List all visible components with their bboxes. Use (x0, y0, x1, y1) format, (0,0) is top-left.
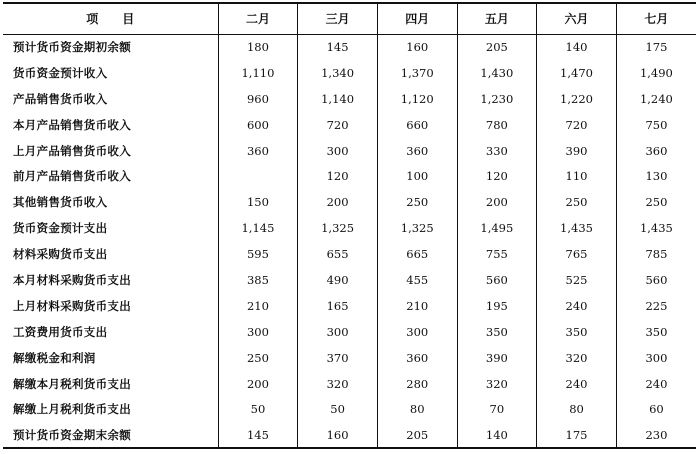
table-cell: 300 (377, 319, 457, 345)
table-cell: 385 (218, 267, 298, 293)
table-cell: 160 (298, 422, 378, 448)
table-cell: 120 (298, 163, 378, 189)
table-cell: 200 (457, 189, 537, 215)
table-row (3, 371, 696, 397)
row-label: 解缴上月税利货币支出 (13, 402, 131, 417)
table-cell: 195 (457, 293, 537, 319)
table-cell: 250 (218, 345, 298, 371)
row-label: 解缴税金和利润 (13, 350, 96, 365)
table-cell: 300 (616, 345, 696, 371)
table-cell: 210 (218, 293, 298, 319)
row-label: 预计货币资金期末余额 (3, 422, 218, 448)
table-cell: 560 (616, 267, 696, 293)
table-cell: 240 (616, 371, 696, 397)
table-cell: 80 (377, 396, 457, 422)
table-row (3, 241, 696, 267)
table-cell: 1,470 (537, 60, 617, 86)
table-cell: 140 (457, 422, 537, 448)
table-cell: 1,145 (218, 215, 298, 241)
table-cell: 300 (298, 319, 378, 345)
table-cell: 200 (218, 371, 298, 397)
table-cell: 180 (218, 34, 298, 60)
table-cell: 1,430 (457, 60, 537, 86)
table-cell: 560 (457, 267, 537, 293)
row-label: 货币资金预计支出 (13, 221, 108, 236)
table-cell: 320 (537, 345, 617, 371)
table-cell: 240 (537, 371, 617, 397)
table-cell: 785 (616, 241, 696, 267)
table-cell: 350 (616, 319, 696, 345)
table-cell: 50 (298, 396, 378, 422)
table-row (3, 267, 696, 293)
table-cell: 360 (616, 138, 696, 164)
table-row (3, 319, 696, 345)
table-cell: 660 (377, 112, 457, 138)
table-cell: 250 (616, 189, 696, 215)
table-row (3, 215, 696, 241)
table-cell: 350 (457, 319, 537, 345)
table-row (3, 86, 696, 112)
table-cell: 330 (457, 138, 537, 164)
table-row (3, 34, 696, 60)
table-cell: 1,220 (537, 86, 617, 112)
table-cell: 655 (298, 241, 378, 267)
table-cell: 455 (377, 267, 457, 293)
table-row (3, 422, 696, 448)
cash-budget-table (3, 2, 696, 449)
table-cell: 525 (537, 267, 617, 293)
table-cell: 60 (616, 396, 696, 422)
table-cell: 210 (377, 293, 457, 319)
table-cell: 50 (218, 396, 298, 422)
table-row (3, 112, 696, 138)
table-cell: 720 (298, 112, 378, 138)
table-cell: 490 (298, 267, 378, 293)
table-cell: 1,230 (457, 86, 537, 112)
table-row (3, 60, 696, 86)
table-cell: 225 (616, 293, 696, 319)
table-cell: 1,325 (298, 215, 378, 241)
row-label: 本月产品销售货币收入 (13, 117, 131, 132)
table-cell: 1,340 (298, 60, 378, 86)
table-row (3, 138, 696, 164)
table-cell: 1,435 (537, 215, 617, 241)
header-month: 二月 (218, 3, 298, 34)
row-label: 上月材料采购货币支出 (13, 298, 131, 313)
table-cell: 1,240 (616, 86, 696, 112)
table-cell: 1,110 (218, 60, 298, 86)
table-cell: 200 (298, 189, 378, 215)
table-cell: 370 (298, 345, 378, 371)
table-cell: 230 (616, 422, 696, 448)
header-month: 七月 (616, 3, 696, 34)
table-cell: 160 (377, 34, 457, 60)
table-cell: 595 (218, 241, 298, 267)
table-row (3, 163, 696, 189)
table-cell: 110 (537, 163, 617, 189)
row-label: 上月产品销售货币收入 (13, 143, 131, 158)
table-header-row (3, 3, 696, 34)
row-label: 预计货币资金期初余额 (13, 40, 131, 55)
table-cell: 390 (537, 138, 617, 164)
table-cell: 175 (616, 34, 696, 60)
header-month: 三月 (298, 3, 378, 34)
row-label: 材料采购货币支出 (13, 247, 108, 262)
table-cell: 360 (377, 345, 457, 371)
table-cell: 80 (537, 396, 617, 422)
row-label: 产品销售货币收入 (13, 91, 108, 106)
header-month: 四月 (377, 3, 457, 34)
table-cell: 755 (457, 241, 537, 267)
table-cell: 1,325 (377, 215, 457, 241)
table-cell: 1,140 (298, 86, 378, 112)
table-cell (218, 163, 298, 189)
row-label: 前月产品销售货币收入 (13, 169, 131, 184)
table-cell: 750 (616, 112, 696, 138)
table-cell: 600 (218, 112, 298, 138)
table-cell: 780 (457, 112, 537, 138)
table-cell: 140 (537, 34, 617, 60)
table-row (3, 189, 696, 215)
row-label: 货币资金预计收入 (13, 65, 108, 80)
row-label: 本月材料采购货币支出 (13, 272, 131, 287)
table-cell: 130 (616, 163, 696, 189)
table-cell: 240 (537, 293, 617, 319)
table-cell: 205 (457, 34, 537, 60)
table-cell: 300 (298, 138, 378, 164)
table-cell: 250 (537, 189, 617, 215)
table-body (3, 34, 696, 448)
header-item: 项目 (3, 3, 218, 34)
table-cell: 1,495 (457, 215, 537, 241)
table-cell: 205 (377, 422, 457, 448)
table-cell: 300 (218, 319, 298, 345)
table-cell: 350 (537, 319, 617, 345)
table-cell: 1,370 (377, 60, 457, 86)
table-cell: 960 (218, 86, 298, 112)
table-cell: 320 (457, 371, 537, 397)
table-cell: 360 (377, 138, 457, 164)
table-cell: 1,490 (616, 60, 696, 86)
table-cell: 100 (377, 163, 457, 189)
cash-budget-table-wrapper (3, 2, 696, 449)
table-cell: 1,120 (377, 86, 457, 112)
table-cell: 250 (377, 189, 457, 215)
table-cell: 1,435 (616, 215, 696, 241)
table-row (3, 396, 696, 422)
row-label: 其他销售货币收入 (13, 195, 108, 210)
table-cell: 665 (377, 241, 457, 267)
table-cell: 175 (537, 422, 617, 448)
table-cell: 120 (457, 163, 537, 189)
table-cell: 360 (218, 138, 298, 164)
row-label: 工资费用货币支出 (13, 324, 108, 339)
header-month: 六月 (537, 3, 617, 34)
table-cell: 320 (298, 371, 378, 397)
table-cell: 145 (218, 422, 298, 448)
row-label: 解缴本月税利货币支出 (13, 376, 131, 391)
table-cell: 150 (218, 189, 298, 215)
table-row (3, 345, 696, 371)
table-cell: 390 (457, 345, 537, 371)
header-month: 五月 (457, 3, 537, 34)
table-row (3, 293, 696, 319)
table-cell: 765 (537, 241, 617, 267)
table-cell: 280 (377, 371, 457, 397)
table-cell: 70 (457, 396, 537, 422)
table-cell: 720 (537, 112, 617, 138)
table-cell: 165 (298, 293, 378, 319)
table-cell: 145 (298, 34, 378, 60)
